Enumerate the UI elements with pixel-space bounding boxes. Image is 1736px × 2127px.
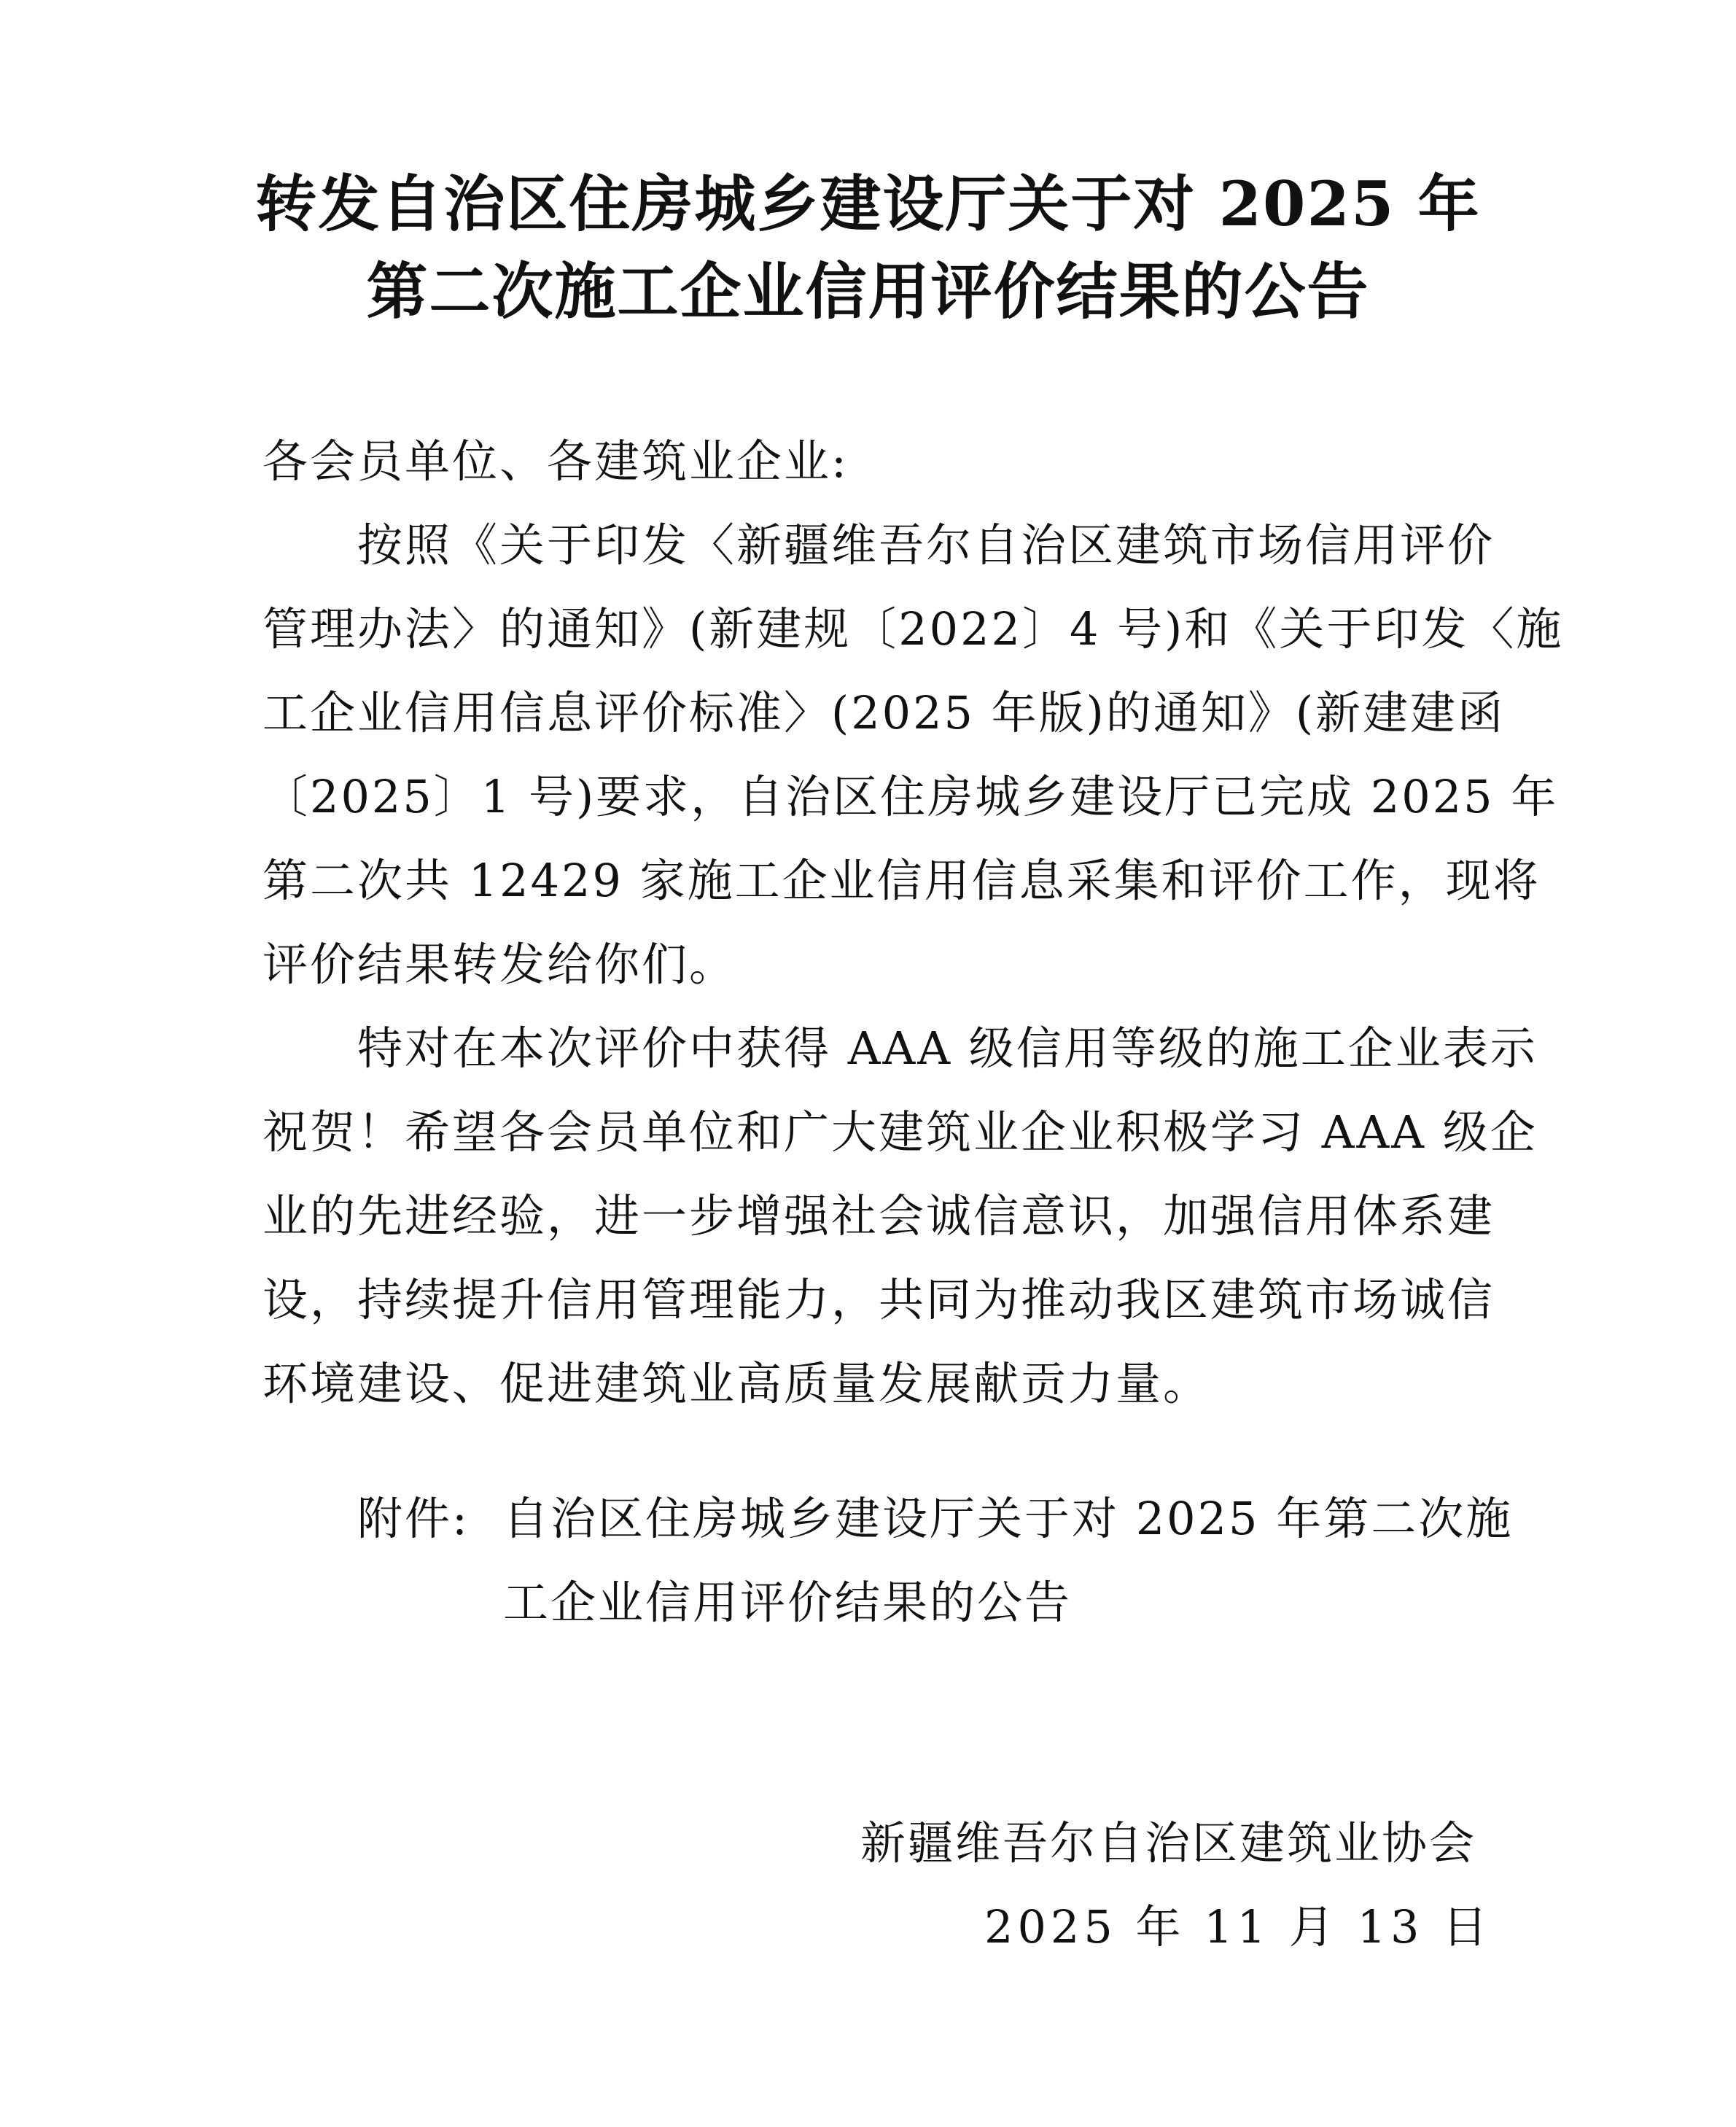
- document-title-line-2: 第二次施工企业信用评价结果的公告: [366, 255, 1370, 327]
- paragraph-2-line-4: 设，持续提升信用管理能力，共同为推动我区建筑市场诚信: [262, 1273, 1495, 1326]
- attachment-title-line-2[interactable]: 工企业信用评价结果的公告: [503, 1576, 1073, 1629]
- attachment-label: 附件:: [357, 1492, 470, 1545]
- paragraph-1-line-2: 管理办法〉的通知》(新建规〔2022〕4 号)和《关于印发〈施: [262, 602, 1564, 656]
- signature-organization: 新疆维吾尔自治区建筑业协会: [860, 1816, 1477, 1870]
- paragraph-1-line-1: 按照《关于印发〈新疆维吾尔自治区建筑市场信用评价: [357, 518, 1495, 572]
- paragraph-1-line-6: 评价结果转发给你们。: [262, 938, 737, 991]
- paragraph-1-line-5: 第二次共 12429 家施工企业信用信息采集和评价工作，现将: [262, 854, 1541, 907]
- paragraph-2-line-2: 祝贺！希望各会员单位和广大建筑业企业积极学习 AAA 级企: [262, 1105, 1538, 1159]
- paragraph-2-line-1: 特对在本次评价中获得 AAA 级信用等级的施工企业表示: [357, 1022, 1538, 1075]
- paragraph-2-line-3: 业的先进经验，进一步增强社会诚信意识，加强信用体系建: [262, 1189, 1495, 1243]
- salutation: 各会员单位、各建筑业企业:: [262, 435, 849, 488]
- paragraph-1-line-4: 〔2025〕1 号)要求，自治区住房城乡建设厅已完成 2025 年: [262, 770, 1559, 823]
- document-title-line-1: 转发自治区住房城乡建设厅关于对 2025 年: [255, 168, 1481, 240]
- paragraph-1-line-3: 工企业信用信息评价标准〉(2025 年版)的通知》(新建建函: [262, 686, 1506, 739]
- attachment-title-line-1[interactable]: 自治区住房城乡建设厅关于对 2025 年第二次施: [503, 1492, 1514, 1545]
- paragraph-2-line-5: 环境建设、促进建筑业高质量发展献贡力量。: [262, 1357, 1211, 1410]
- signature-date: 2025 年 11 月 13 日: [984, 1900, 1492, 1953]
